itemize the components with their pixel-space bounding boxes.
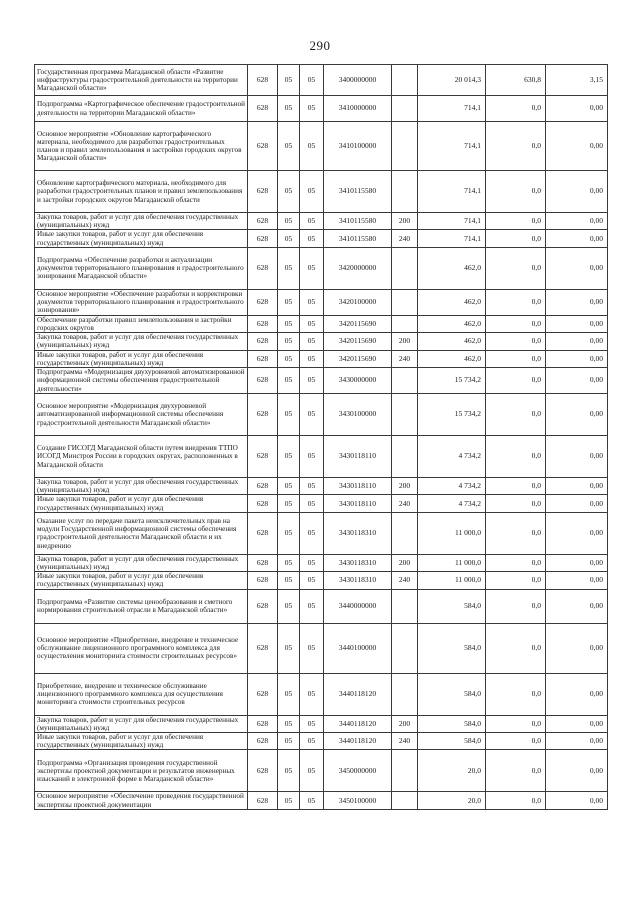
subsection-code: 05	[300, 350, 324, 367]
amount-total: 20,0	[418, 792, 486, 809]
subsection-code: 05	[300, 333, 324, 350]
amount-percent: 0,00	[546, 230, 608, 247]
amount-percent: 0,00	[546, 333, 608, 350]
ministry-code: 628	[248, 512, 278, 554]
table-row	[35, 350, 608, 367]
amount-total: 584,0	[418, 673, 486, 715]
amount-percent: 0,00	[546, 792, 608, 809]
ministry-code: 628	[248, 213, 278, 230]
amount-second: 630,8	[486, 65, 546, 96]
amount-total: 714,1	[418, 122, 486, 171]
amount-total: 462,0	[418, 289, 486, 315]
subsection-code: 05	[300, 230, 324, 247]
budget-item-name: Подпрограмма «Развитие системы ценообразования и сметного нормирования строительной отрасли в Магаданской области»	[35, 589, 248, 623]
subsection-code: 05	[300, 289, 324, 315]
ministry-code: 628	[248, 478, 278, 495]
amount-percent: 0,00	[546, 478, 608, 495]
budget-item-name: Иные закупки товаров, работ и услуг для обеспечения государственных (муниципальных) нужд	[35, 495, 248, 512]
target-article-code: 3430118110	[324, 478, 392, 495]
budget-item-name: Иные закупки товаров, работ и услуг для обеспечения государственных (муниципальных) нужд	[35, 350, 248, 367]
expense-type-code	[392, 750, 418, 792]
amount-total: 4 734,2	[418, 495, 486, 512]
amount-percent: 0,00	[546, 368, 608, 394]
table-row	[35, 554, 608, 571]
section-code: 05	[278, 394, 300, 436]
amount-total: 714,1	[418, 213, 486, 230]
amount-percent: 0,00	[546, 495, 608, 512]
subsection-code: 05	[300, 315, 324, 332]
amount-second: 0,0	[486, 495, 546, 512]
page-number: 290	[309, 38, 331, 53]
ministry-code: 628	[248, 96, 278, 122]
expense-type-code: 240	[392, 733, 418, 750]
subsection-code: 05	[300, 512, 324, 554]
section-code: 05	[278, 512, 300, 554]
table-row	[35, 436, 608, 478]
amount-second: 0,0	[486, 554, 546, 571]
expense-type-code	[392, 394, 418, 436]
amount-second: 0,0	[486, 333, 546, 350]
table-row	[35, 289, 608, 315]
budget-item-name: Приобретение, внедрение и техническое обслуживание лицензионного программного комплекса для осуществления мониторинга стоимости строительных ресурсов	[35, 673, 248, 715]
amount-total: 584,0	[418, 715, 486, 732]
table-row	[35, 673, 608, 715]
subsection-code: 05	[300, 65, 324, 96]
section-code: 05	[278, 333, 300, 350]
budget-item-name: Закупка товаров, работ и услуг для обеспечения государственных (муниципальных) нужд	[35, 554, 248, 571]
table-row	[35, 368, 608, 394]
subsection-code: 05	[300, 572, 324, 589]
budget-item-name: Основное мероприятие «Обеспечение проведения государственной экспертизы проектной документации	[35, 792, 248, 809]
table-row	[35, 394, 608, 436]
amount-second: 0,0	[486, 623, 546, 673]
amount-percent: 0,00	[546, 673, 608, 715]
target-article-code: 3450100000	[324, 792, 392, 809]
ministry-code: 628	[248, 315, 278, 332]
section-code: 05	[278, 213, 300, 230]
section-code: 05	[278, 478, 300, 495]
table-row	[35, 96, 608, 122]
amount-total: 584,0	[418, 623, 486, 673]
target-article-code: 3410115580	[324, 171, 392, 213]
target-article-code: 3420000000	[324, 247, 392, 289]
table-row	[35, 589, 608, 623]
table-row	[35, 715, 608, 732]
target-article-code: 3430118110	[324, 495, 392, 512]
ministry-code: 628	[248, 122, 278, 171]
table-row	[35, 750, 608, 792]
subsection-code: 05	[300, 394, 324, 436]
budget-item-name: Подпрограмма «Модернизация двухуровневой автоматизированной информационной системы обеспечения градостроительной деятельности»	[35, 368, 248, 394]
budget-item-name: Основное мероприятие «Обеспечение разработки и корректировки документов территориального планирования и градостроительного зонирования»	[35, 289, 248, 315]
expense-type-code	[392, 589, 418, 623]
ministry-code: 628	[248, 247, 278, 289]
expense-type-code	[392, 96, 418, 122]
expense-type-code: 240	[392, 495, 418, 512]
amount-total: 20 014,3	[418, 65, 486, 96]
table-row	[35, 171, 608, 213]
ministry-code: 628	[248, 623, 278, 673]
ministry-code: 628	[248, 572, 278, 589]
amount-total: 714,1	[418, 96, 486, 122]
expense-type-code: 240	[392, 572, 418, 589]
ministry-code: 628	[248, 65, 278, 96]
section-code: 05	[278, 315, 300, 332]
expense-type-code: 200	[392, 478, 418, 495]
section-code: 05	[278, 122, 300, 171]
amount-second: 0,0	[486, 230, 546, 247]
amount-total: 714,1	[418, 230, 486, 247]
ministry-code: 628	[248, 333, 278, 350]
amount-percent: 0,00	[546, 394, 608, 436]
subsection-code: 05	[300, 495, 324, 512]
target-article-code: 3420115690	[324, 315, 392, 332]
table-row	[35, 315, 608, 332]
target-article-code: 3410000000	[324, 96, 392, 122]
budget-item-name: Основное мероприятие «Обновление картографического материала, необходимого для разработки градостроительных планов и правил землепользования и застройки городских округов Магаданской области»	[35, 122, 248, 171]
ministry-code: 628	[248, 792, 278, 809]
table-row	[35, 495, 608, 512]
amount-percent: 0,00	[546, 750, 608, 792]
amount-total: 11 000,0	[418, 554, 486, 571]
table-row	[35, 792, 608, 809]
budget-item-name: Закупка товаров, работ и услуг для обеспечения государственных (муниципальных) нужд	[35, 213, 248, 230]
target-article-code: 3450000000	[324, 750, 392, 792]
subsection-code: 05	[300, 673, 324, 715]
expense-type-code: 200	[392, 333, 418, 350]
target-article-code: 3410100000	[324, 122, 392, 171]
target-article-code: 3410115580	[324, 213, 392, 230]
target-article-code: 3430118310	[324, 512, 392, 554]
target-article-code: 3440100000	[324, 623, 392, 673]
budget-item-name: Основное мероприятие «Модернизация двухуровневой автоматизированной информационной системы обеспечения градостроительной деятельности Магаданской области»	[35, 394, 248, 436]
expense-type-code: 200	[392, 213, 418, 230]
target-article-code: 3420100000	[324, 289, 392, 315]
subsection-code: 05	[300, 554, 324, 571]
subsection-code: 05	[300, 589, 324, 623]
ministry-code: 628	[248, 436, 278, 478]
table-row	[35, 512, 608, 554]
section-code: 05	[278, 96, 300, 122]
ministry-code: 628	[248, 350, 278, 367]
ministry-code: 628	[248, 171, 278, 213]
section-code: 05	[278, 436, 300, 478]
amount-second: 0,0	[486, 436, 546, 478]
budget-item-name: Основное мероприятие «Приобретение, внедрение и техническое обслуживание лицензионного программного комплекса для осуществления мониторинга стоимости строительных ресурсов»	[35, 623, 248, 673]
expense-type-code: 200	[392, 715, 418, 732]
budget-item-name: Закупка товаров, работ и услуг для обеспечения государственных (муниципальных) нужд	[35, 333, 248, 350]
ministry-code: 628	[248, 554, 278, 571]
amount-second: 0,0	[486, 350, 546, 367]
expense-type-code	[392, 792, 418, 809]
amount-total: 462,0	[418, 350, 486, 367]
amount-second: 0,0	[486, 289, 546, 315]
budget-item-name: Иные закупки товаров, работ и услуг для обеспечения государственных (муниципальных) нужд	[35, 572, 248, 589]
table-row	[35, 572, 608, 589]
target-article-code: 3440000000	[324, 589, 392, 623]
table-row	[35, 733, 608, 750]
expense-type-code	[392, 315, 418, 332]
table-row	[35, 478, 608, 495]
expense-type-code	[392, 171, 418, 213]
amount-second: 0,0	[486, 673, 546, 715]
ministry-code: 628	[248, 750, 278, 792]
section-code: 05	[278, 368, 300, 394]
subsection-code: 05	[300, 247, 324, 289]
budget-item-name: Закупка товаров, работ и услуг для обеспечения государственных (муниципальных) нужд	[35, 715, 248, 732]
amount-second: 0,0	[486, 478, 546, 495]
amount-total: 20,0	[418, 750, 486, 792]
section-code: 05	[278, 733, 300, 750]
section-code: 05	[278, 171, 300, 213]
budget-item-name: Иные закупки товаров, работ и услуг для обеспечения государственных (муниципальных) нужд	[35, 733, 248, 750]
target-article-code: 3400000000	[324, 65, 392, 96]
amount-second: 0,0	[486, 315, 546, 332]
amount-total: 11 000,0	[418, 512, 486, 554]
subsection-code: 05	[300, 733, 324, 750]
expense-type-code: 240	[392, 230, 418, 247]
amount-percent: 0,00	[546, 315, 608, 332]
target-article-code: 3410115580	[324, 230, 392, 247]
expense-type-code	[392, 122, 418, 171]
amount-percent: 0,00	[546, 247, 608, 289]
target-article-code: 3430000000	[324, 368, 392, 394]
amount-second: 0,0	[486, 394, 546, 436]
expense-type-code	[392, 368, 418, 394]
ministry-code: 628	[248, 673, 278, 715]
budget-item-name: Подпрограмма «Картографическое обеспечение градостроительной деятельности на территории Магаданской области»	[35, 96, 248, 122]
amount-second: 0,0	[486, 171, 546, 213]
target-article-code: 3430118310	[324, 554, 392, 571]
target-article-code: 3420115690	[324, 350, 392, 367]
ministry-code: 628	[248, 495, 278, 512]
amount-percent: 0,00	[546, 171, 608, 213]
section-code: 05	[278, 230, 300, 247]
amount-percent: 0,00	[546, 512, 608, 554]
amount-percent: 0,00	[546, 554, 608, 571]
amount-second: 0,0	[486, 247, 546, 289]
section-code: 05	[278, 589, 300, 623]
budget-item-name: Оказание услуг по передаче пакета неисключительных прав на модули Государственной информационной системы обеспечения градостроительной деятельности Магаданской области и их внедрению	[35, 512, 248, 554]
ministry-code: 628	[248, 368, 278, 394]
amount-total: 15 734,2	[418, 394, 486, 436]
amount-second: 0,0	[486, 750, 546, 792]
table-row	[35, 65, 608, 96]
amount-percent: 0,00	[546, 715, 608, 732]
amount-second: 0,0	[486, 733, 546, 750]
amount-total: 462,0	[418, 247, 486, 289]
expense-type-code	[392, 673, 418, 715]
budget-item-name: Обновление картографического материала, необходимого для разработки градостроительных планов и правил землепользования и застройки городских округов Магаданской области	[35, 171, 248, 213]
section-code: 05	[278, 65, 300, 96]
amount-total: 714,1	[418, 171, 486, 213]
table-row	[35, 213, 608, 230]
subsection-code: 05	[300, 122, 324, 171]
table-row	[35, 623, 608, 673]
target-article-code: 3430118110	[324, 436, 392, 478]
table-row	[35, 333, 608, 350]
amount-total: 584,0	[418, 733, 486, 750]
subsection-code: 05	[300, 96, 324, 122]
subsection-code: 05	[300, 171, 324, 213]
ministry-code: 628	[248, 230, 278, 247]
budget-item-name: Создание ГИСОГД Магаданской области путем внедрения ТТПО ИСОГД Минстроя России в городских округах, расположенных в Магаданской области	[35, 436, 248, 478]
subsection-code: 05	[300, 436, 324, 478]
section-code: 05	[278, 495, 300, 512]
amount-percent: 0,00	[546, 733, 608, 750]
amount-second: 0,0	[486, 792, 546, 809]
target-article-code: 3440118120	[324, 733, 392, 750]
table-row	[35, 122, 608, 171]
expense-type-code	[392, 65, 418, 96]
section-code: 05	[278, 554, 300, 571]
expense-type-code: 200	[392, 554, 418, 571]
section-code: 05	[278, 247, 300, 289]
target-article-code: 3440118120	[324, 673, 392, 715]
section-code: 05	[278, 715, 300, 732]
table-row	[35, 230, 608, 247]
subsection-code: 05	[300, 792, 324, 809]
section-code: 05	[278, 289, 300, 315]
budget-item-name: Подпрограмма «Обеспечение разработки и актуализации документов территориального планирования и градостроительного зонирования Магаданской области»	[35, 247, 248, 289]
section-code: 05	[278, 792, 300, 809]
target-article-code: 3430118310	[324, 572, 392, 589]
expense-type-code	[392, 512, 418, 554]
ministry-code: 628	[248, 733, 278, 750]
table-body	[35, 65, 608, 810]
amount-percent: 0,00	[546, 213, 608, 230]
amount-total: 462,0	[418, 315, 486, 332]
subsection-code: 05	[300, 368, 324, 394]
amount-second: 0,0	[486, 368, 546, 394]
budget-item-name: Закупка товаров, работ и услуг для обеспечения государственных (муниципальных) нужд	[35, 478, 248, 495]
section-code: 05	[278, 750, 300, 792]
amount-percent: 0,00	[546, 436, 608, 478]
expense-type-code	[392, 436, 418, 478]
amount-total: 462,0	[418, 333, 486, 350]
amount-percent: 0,00	[546, 289, 608, 315]
subsection-code: 05	[300, 623, 324, 673]
expense-type-code	[392, 289, 418, 315]
amount-percent: 0,00	[546, 623, 608, 673]
budget-item-name: Подпрограмма «Организация проведения государственной экспертизы проектной документации и результатов инженерных изысканий в электронной форме в Магаданской области»	[35, 750, 248, 792]
amount-percent: 0,00	[546, 350, 608, 367]
amount-percent: 0,00	[546, 589, 608, 623]
budget-item-name: Государственная программа Магаданской области «Развитие инфраструктуры градостроительной деятельности на территории Магаданской области»	[35, 65, 248, 96]
amount-second: 0,0	[486, 512, 546, 554]
amount-total: 15 734,2	[418, 368, 486, 394]
amount-second: 0,0	[486, 572, 546, 589]
amount-percent: 3,15	[546, 65, 608, 96]
budget-table	[34, 64, 608, 810]
section-code: 05	[278, 350, 300, 367]
ministry-code: 628	[248, 589, 278, 623]
ministry-code: 628	[248, 394, 278, 436]
ministry-code: 628	[248, 289, 278, 315]
subsection-code: 05	[300, 750, 324, 792]
subsection-code: 05	[300, 478, 324, 495]
amount-percent: 0,00	[546, 572, 608, 589]
amount-second: 0,0	[486, 589, 546, 623]
expense-type-code	[392, 247, 418, 289]
expense-type-code	[392, 623, 418, 673]
subsection-code: 05	[300, 715, 324, 732]
ministry-code: 628	[248, 715, 278, 732]
target-article-code: 3440118120	[324, 715, 392, 732]
amount-total: 584,0	[418, 589, 486, 623]
expense-type-code: 240	[392, 350, 418, 367]
section-code: 05	[278, 572, 300, 589]
budget-item-name: Обеспечение разработки правил землепользования и застройки городских округов	[35, 315, 248, 332]
amount-total: 11 000,0	[418, 572, 486, 589]
table-row	[35, 247, 608, 289]
amount-total: 4 734,2	[418, 478, 486, 495]
amount-second: 0,0	[486, 213, 546, 230]
amount-second: 0,0	[486, 96, 546, 122]
subsection-code: 05	[300, 213, 324, 230]
section-code: 05	[278, 623, 300, 673]
amount-percent: 0,00	[546, 122, 608, 171]
section-code: 05	[278, 673, 300, 715]
target-article-code: 3420115690	[324, 333, 392, 350]
budget-item-name: Иные закупки товаров, работ и услуг для обеспечения государственных (муниципальных) нужд	[35, 230, 248, 247]
amount-second: 0,0	[486, 715, 546, 732]
amount-percent: 0,00	[546, 96, 608, 122]
amount-second: 0,0	[486, 122, 546, 171]
amount-total: 4 734,2	[418, 436, 486, 478]
target-article-code: 3430100000	[324, 394, 392, 436]
